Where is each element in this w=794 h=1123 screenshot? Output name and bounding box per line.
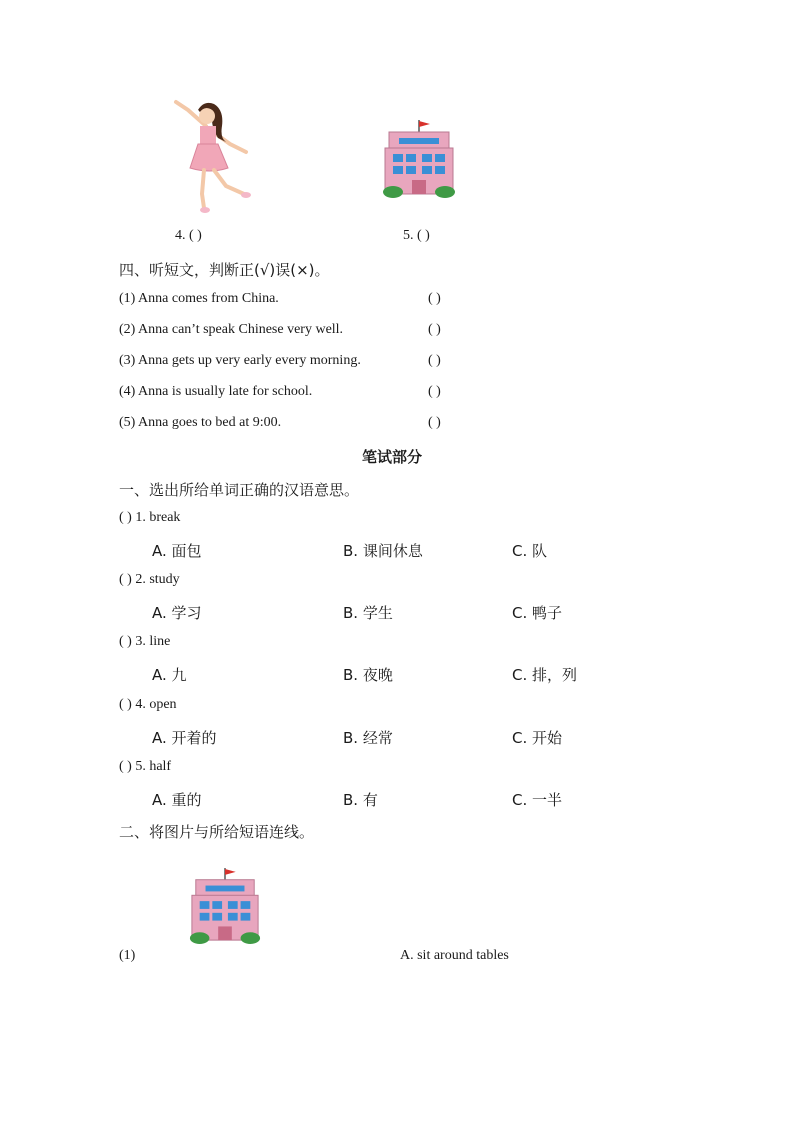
question-3-option-c: C. 排，列 (512, 666, 578, 684)
question-3-option-a: A. 九 (152, 666, 187, 684)
question-1-option-a: A. 面包 (152, 542, 202, 560)
written-part-title: 笔试部分 (362, 448, 423, 466)
question-2-option-b: B. 学生 (343, 604, 393, 622)
question-5-stem: ( ) 5. half (119, 759, 172, 774)
question-5-option-b: B. 有 (343, 791, 378, 809)
question-4-stem: ( ) 4. open (119, 697, 177, 712)
statement-3-blank: ( ) (428, 353, 441, 368)
question-1-option-c: C. 队 (512, 542, 548, 560)
match-phrase-a: A. sit around tables (400, 948, 509, 963)
statement-1-blank: ( ) (428, 291, 441, 306)
statement-1: (1) Anna comes from China. (119, 291, 279, 306)
school-building-image-2 (188, 866, 262, 946)
statement-5: (5) Anna goes to bed at 9:00. (119, 415, 282, 430)
statement-2: (2) Anna can’t speak Chinese very well. (119, 322, 344, 337)
question-1-stem: ( ) 1. break (119, 510, 181, 525)
question-4-option-a: A. 开着的 (152, 729, 217, 747)
dancing-girl-image (168, 98, 256, 220)
section-4-title: 四、听短文，判断正(√)误(×)。 (119, 261, 330, 279)
section-2-title: 二、将图片与所给短语连线。 (119, 823, 315, 841)
question-2-stem: ( ) 2. study (119, 572, 180, 587)
section-1-title: 一、选出所给单词正确的汉语意思。 (119, 481, 360, 499)
statement-4-blank: ( ) (428, 384, 441, 399)
picture-item-5-label: 5. ( ) (403, 228, 430, 243)
question-2-option-a: A. 学习 (152, 604, 202, 622)
question-4-option-c: C. 开始 (512, 729, 563, 747)
question-3-option-b: B. 夜晚 (343, 666, 393, 684)
school-building-image-1 (381, 118, 457, 200)
statement-2-blank: ( ) (428, 322, 441, 337)
picture-item-4-label: 4. ( ) (175, 228, 202, 243)
statement-3: (3) Anna gets up very early every morning. (119, 353, 361, 368)
question-3-stem: ( ) 3. line (119, 634, 171, 649)
question-4-option-b: B. 经常 (343, 729, 393, 747)
question-5-option-a: A. 重的 (152, 791, 202, 809)
match-item-1-label: (1) (119, 948, 136, 963)
question-1-option-b: B. 课间休息 (343, 542, 423, 560)
statement-4: (4) Anna is usually late for school. (119, 384, 313, 399)
question-2-option-c: C. 鸭子 (512, 604, 563, 622)
statement-5-blank: ( ) (428, 415, 441, 430)
question-5-option-c: C. 一半 (512, 791, 563, 809)
